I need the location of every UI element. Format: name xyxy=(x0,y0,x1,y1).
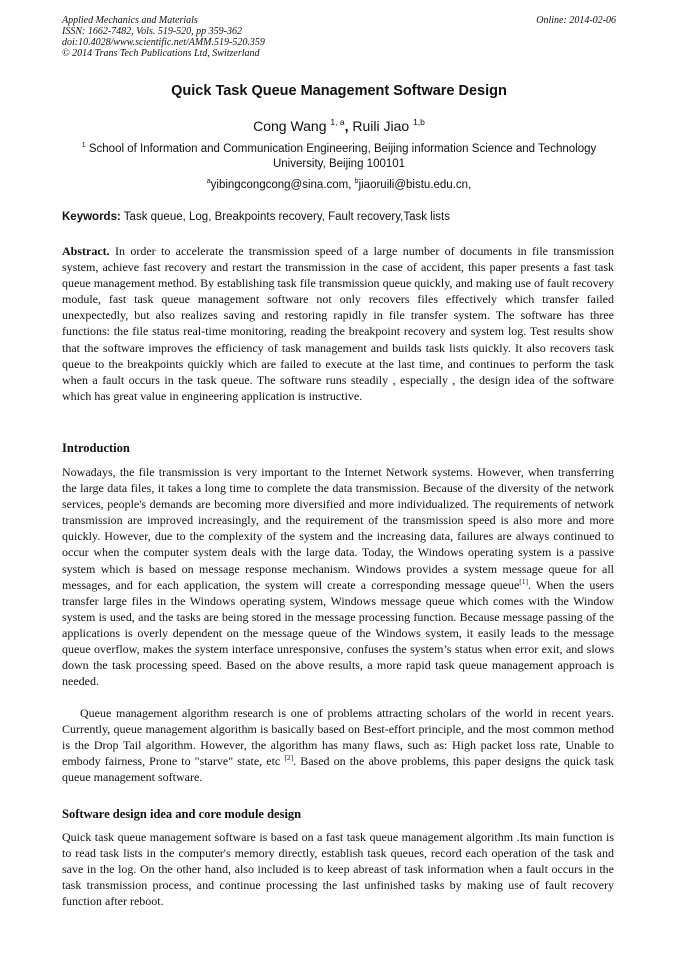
software-design-paragraph: Quick task queue management software is based on a fast task queue management algorithm .Its main function is to read task lists in the computer's memory directly, establish task queues, record each operation of the task and save in the log. On the other hand, also included is to keep abreast of task information when a fault occurs in the task transmission process, and continue processing the last unfinished tasks by making use of fault recovery function after reboot. xyxy=(62,830,614,909)
introduction-paragraph xyxy=(62,464,614,689)
paragraph-text: Queue management algorithm research is one of problems attracting scholars of the world in recent years. Currently, queue management algorithm is basically based on Best-effort principle, and the most common method is the Drop Tail algorithm. However, the algorithm has many flaws, such as: High packet loss rate, Unable to embody fairness, Prone to "starve" state, etc xyxy=(62,706,614,769)
author-list xyxy=(62,113,616,135)
affiliation xyxy=(80,138,598,172)
citation-ref[interactable]: [1] xyxy=(519,576,529,586)
section-heading-introduction: Introduction xyxy=(62,441,130,455)
citation-ref[interactable]: [2] xyxy=(284,753,294,763)
introduction-paragraph xyxy=(62,705,614,785)
journal-info xyxy=(62,15,616,59)
paragraph-text: . Based on the above problems, this paper designs the quick task queue management software. xyxy=(62,754,615,785)
journal-copyright: © 2014 Trans Tech Publications Ltd, Switzerland xyxy=(62,48,260,59)
author-affiliation-mark: 1, a xyxy=(330,117,345,127)
keywords-text: Task queue, Log, Breakpoints recovery, Fault recovery,Task lists xyxy=(123,211,450,223)
section-heading-software-design: Software design idea and core module design xyxy=(62,807,302,821)
keywords-label: Keywords: xyxy=(62,211,121,223)
affiliation-mark: 1 xyxy=(81,142,86,149)
author-separator: , xyxy=(344,118,349,134)
email-mark: a xyxy=(206,178,211,185)
journal-header xyxy=(62,15,616,59)
affiliation-text: School of Information and Communication Engineering, Beijing information Science and Technology University, Beijing 100101 xyxy=(88,143,597,170)
email-mark: b xyxy=(354,178,359,185)
email-address[interactable]: yibingcongcong@sina.com xyxy=(210,179,349,191)
keywords xyxy=(62,209,616,225)
online-date: Online: 2014-02-06 xyxy=(536,15,616,26)
abstract-text: In order to accelerate the transmission speed of a large number of documents in file transmission system, achieve fast recovery and restart the transmission in the case of accident, this paper presents a fast task queue management method. By establishing task file transmission queue quickly, and making use of fault recovery module, fast task queue management software not only recovers files effectively which transfer failed unexpectedly, but also realizes saving and restoring rapidly in file transfer system. The software has three functions: the file status real-time monitoring, reading the breakpoint recovery and system log. Test results show that the software improves the efficiency of task management and builds task lists quickly. It also recovers task queue to the breakpoints quickly which are failed to execute at the last time, and continues to perform the task when a fault occurs in the task queue. The software runs steadily , especially , the design idea of the software which has great value in engineering application is instructive. xyxy=(62,244,615,403)
abstract xyxy=(62,243,614,404)
journal-doi: doi:10.4028/www.scientific.net/AMM.519-520.359 xyxy=(62,37,265,48)
abstract-label: Abstract. xyxy=(62,244,110,258)
author-affiliation-mark: 1,b xyxy=(413,117,425,127)
author-emails: $^a$yibingcongcong@sina.com, $^b$jiaoruili@bistu.edu.cn, xyxy=(206,178,472,191)
paragraph-text: . When the users transfer large files in the Windows operating system, Windows message queue which comes with the Window system is used, and the tasks are being stored in the message processing function. Because message passing of the applications is overly dependent on the message queue of the Windows system, it easily leads to the message queue overflow, makes the system interface unresponsive, confuses the system’s status when error exit, and slows down the task processing speed. Based on the above results, a more rapid task queue management approach is needed. xyxy=(62,577,614,689)
paragraph-text: Nowadays, the file transmission is very important to the Internet Network systems. However, when transferring the large data files, it takes a long time to complete the data transmission. Because of the diversity of the network services, people's demands are becoming more diversified and more individualized. The requirements of network transmission are improved increasingly, and the requirement of the transmission speed is also more and more quickly. However, due to the complexity of the system and the increasing data, failures are always continued to occur when the computer system deals with the large data. Today, the Windows operating system is a passive system which is based on message response mechanism. Windows provides a system message queue for all messages, and for each application, the system will create a corresponding message queue xyxy=(62,465,614,592)
author-name: Ruili Jiao xyxy=(352,118,410,134)
journal-issn: ISSN: 1662-7482, Vols. 519-520, pp 359-362 xyxy=(62,26,242,37)
author-name: Cong Wang xyxy=(253,118,327,134)
email-address[interactable]: jiaoruili@bistu.edu.cn, xyxy=(358,179,472,191)
paper-title: Quick Task Queue Management Software Design xyxy=(171,83,507,99)
journal-name: Applied Mechanics and Materials xyxy=(62,15,198,26)
